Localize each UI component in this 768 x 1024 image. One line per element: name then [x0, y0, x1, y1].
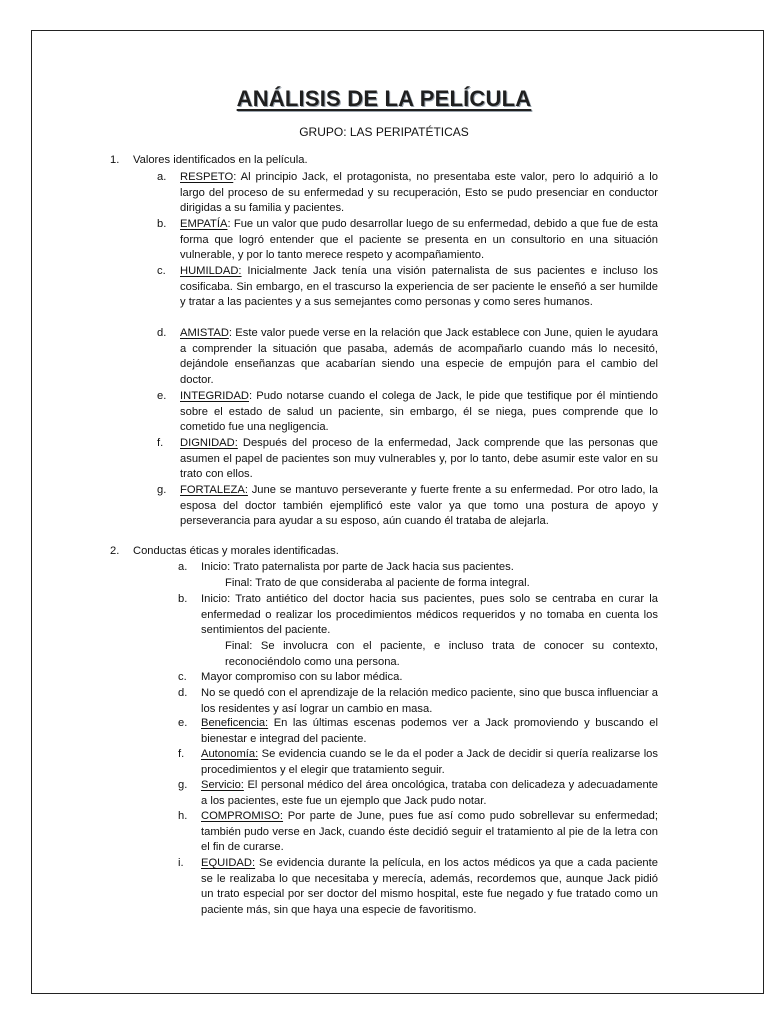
list-item: [180, 389, 658, 436]
item-keyword: AMISTAD: [180, 327, 229, 339]
document-subtitle: GRUPO: LAS PERIPATÉTICAS: [299, 125, 469, 139]
item-text: : Pudo notarse cuando el colega de Jack, le pide que testifique por él mintiendo sobre el estado de salud un paciente, sin embargo, él se niega, pues comprende que lo cometido fue una negligencia.: [180, 390, 658, 433]
item-letter: i.: [178, 857, 184, 869]
list-item: [180, 483, 658, 530]
item-keyword: Beneficencia:: [201, 717, 269, 729]
list-item: [201, 778, 658, 809]
list-item: Mayor compromiso con su labor médica.: [201, 671, 403, 683]
list-item: [201, 856, 658, 918]
item-keyword: EMPATÍA: [180, 218, 228, 230]
item-letter: d.: [157, 327, 167, 339]
item-text: Después del proceso de la enfermedad, Jack comprende que las personas que asumen el papel de pacientes son muy vulnerables y, por lo tanto, debe asumir este valor en su trato con ellos.: [180, 437, 658, 480]
document-title: ANÁLISIS DE LA PELÍCULA: [236, 86, 532, 111]
item-text: : Al principio Jack, el protagonista, no presentaba este valor, pero lo adquirió a lo largo del proceso de su enfermedad y su recuperación, Esto se pudo presenciar en conductor dirigidas a su familia y pacientes.: [180, 171, 658, 214]
item-letter: f.: [157, 437, 164, 449]
list-item: [201, 809, 658, 856]
list-item: No se quedó con el aprendizaje de la relación medico paciente, sino que busca influenciar a los residentes y así lograr un cambio en masa.: [201, 687, 658, 715]
item-text: Inicialmente Jack tenía una visión paternalista de sus pacientes e incluso los cosificaba. Sin embargo, en el trascurso la experiencia de ser paciente le enseñó a ser humilde y tratar a las pacientes y a sus semejantes como personas y como seres humanos.: [180, 265, 658, 308]
list-item: [201, 747, 658, 778]
item-letter: f.: [178, 748, 185, 760]
item-letter: b.: [178, 593, 188, 605]
item-keyword: EQUIDAD:: [201, 857, 256, 869]
item-text: Se evidencia cuando se le da el poder a Jack de decidir si quería realizarse los procedimientos y el elegir que tratamiento seguir.: [201, 748, 658, 776]
item-text: : Este valor puede verse en la relación que Jack establece con June, quien le ayudara a comprender la situación que pasaba, además de acompañarlo cuando más lo necesitó, dejándole enseñanzas que acabarían siendo una especie de empujón para el cambio del doctor.: [180, 327, 658, 386]
item-letter: g.: [178, 779, 188, 791]
list-item: [180, 436, 658, 483]
section-1-number: 1.: [110, 154, 120, 166]
list-item: [180, 326, 658, 388]
list-item: [180, 170, 658, 217]
section-2-number: 2.: [110, 545, 120, 557]
item-letter: b.: [157, 218, 167, 230]
list-item-final: Final: Se involucra con el paciente, e incluso trata de conocer su contexto, reconociéndolo como una persona.: [225, 640, 658, 668]
list-item: [180, 217, 658, 264]
item-keyword: Autonomía:: [201, 748, 259, 760]
list-item: [180, 264, 658, 311]
item-letter: d.: [178, 687, 188, 699]
list-item-final: Final: Trato de que consideraba al paciente de forma integral.: [225, 577, 530, 589]
item-keyword: RESPETO: [180, 171, 234, 183]
section-2-heading: Conductas éticas y morales identificadas.: [133, 545, 339, 557]
list-item: Inicio: Trato paternalista por parte de Jack hacia sus pacientes.: [201, 561, 514, 573]
item-text: June se mantuvo perseverante y fuerte frente a su enfermedad. Por otro lado, la esposa del doctor también ejemplificó este valor ya que tomo una postura de apoyo y perseverancia para ayudar a su esposo, aún cuando él trataba de alejarla.: [180, 484, 658, 527]
item-keyword: COMPROMISO:: [201, 810, 284, 822]
item-keyword: Servicio:: [201, 779, 244, 791]
item-letter: h.: [178, 810, 188, 822]
item-letter: e.: [157, 390, 167, 402]
item-text: El personal médico del área oncológica, trataba con delicadeza y adecuadamente a los pacientes, este fue un ejemplo que Jack pudo notar.: [201, 779, 658, 807]
item-text: Por parte de June, pues fue así como pudo sobrellevar su enfermedad; también pudo verse en Jack, cuando éste decidió seguir el tratamiento al pie de la letra con el fin de curarse.: [201, 810, 658, 853]
item-letter: c.: [157, 265, 166, 277]
item-keyword: FORTALEZA:: [180, 484, 248, 496]
item-text: : Fue un valor que pudo desarrollar luego de su enfermedad, debido a que fue de esta forma que logró entender que el paciente se presenta en un consultorio en una situación vulnerable, y por lo tanto merece respeto y acompañamiento.: [180, 218, 658, 261]
item-keyword: DIGNIDAD:: [180, 437, 238, 449]
item-text: Se evidencia durante la película, en los actos médicos ya que a cada paciente se le realizaba lo que necesitaba y merecía, además, recordemos que, aunque Jack pidió un trato especial por ser doctor del mismo hospital, este fue negado y fue tratado como un paciente más, sin que haya una especie de favoritismo.: [201, 857, 658, 916]
item-letter: a.: [178, 561, 188, 573]
item-letter: a.: [157, 171, 167, 183]
item-letter: g.: [157, 484, 167, 496]
item-keyword: INTEGRIDAD: [180, 390, 249, 402]
item-text: En las últimas escenas podemos ver a Jack promoviendo y buscando el bienestar e integrad del paciente.: [201, 717, 658, 745]
list-item: [201, 716, 658, 747]
section-1-heading: Valores identificados en la película.: [133, 154, 308, 166]
item-keyword: HUMILDAD:: [180, 265, 242, 277]
list-item: Inicio: Trato antiético del doctor hacia sus pacientes, pues solo se centraba en curar la enfermedad o realizar los procedimientos médicos requeridos y no tomaba en cuenta los sentimientos del paciente.: [201, 593, 658, 636]
item-letter: c.: [178, 671, 187, 683]
item-letter: e.: [178, 717, 188, 729]
